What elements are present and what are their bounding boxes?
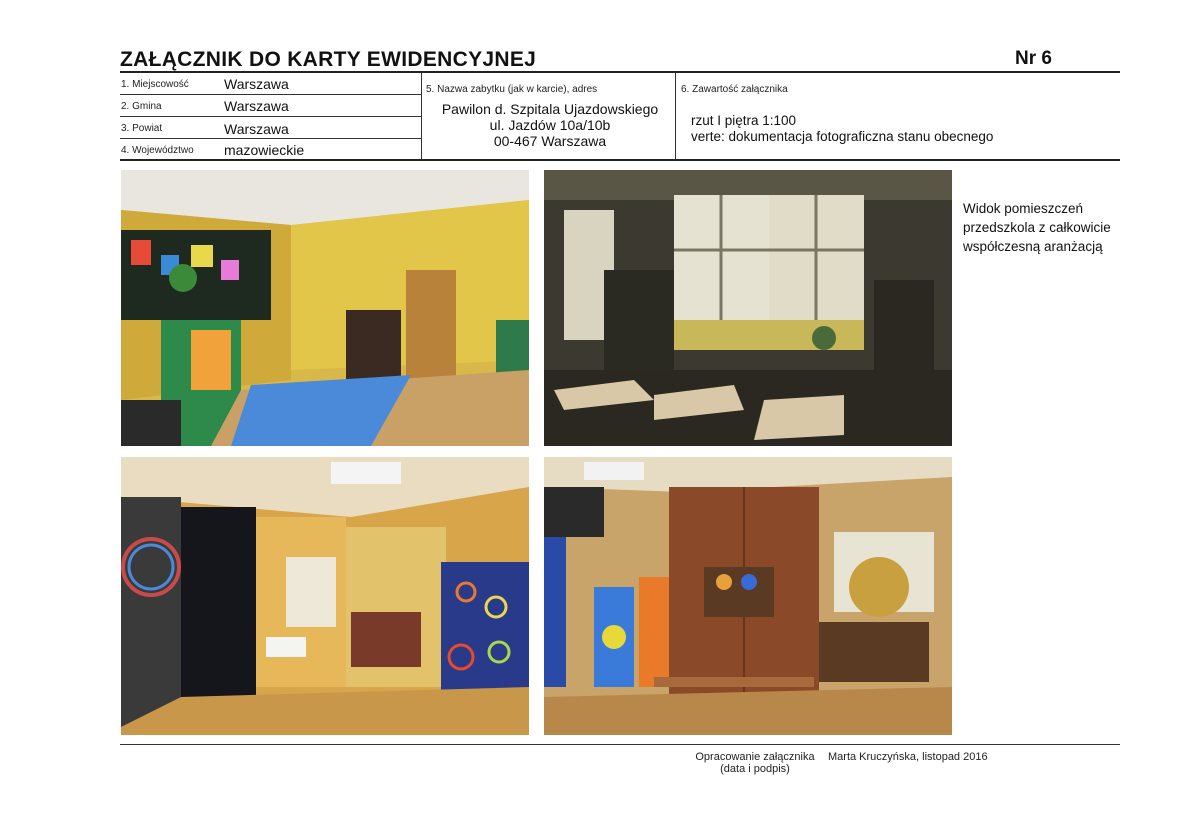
column-divider-2: [675, 72, 676, 160]
footer-author: Marta Kruczyńska, listopad 2016: [828, 751, 988, 763]
row-rule-2: [120, 116, 422, 117]
contents-line-1: rzut I piętra 1:100: [691, 113, 797, 128]
monument-label: 5. Nazwa zabytku (jak w karcie), adres: [426, 84, 598, 95]
column-divider-1: [421, 72, 422, 160]
footer-sublabel: (data i podpis): [720, 763, 790, 775]
field-value-wojewodztwo: mazowieckie: [224, 142, 305, 158]
contents-block: [691, 113, 993, 145]
caption-line-1: Widok pomieszczeń: [963, 201, 1084, 216]
monument-name: Pawilon d. Szpitala Ujazdowskiego: [441, 101, 659, 117]
field-label-powiat: 3. Powiat: [121, 123, 163, 134]
row-rule-1: [120, 94, 422, 95]
field-value-miejscowosc: Warszawa: [224, 76, 289, 92]
monument-postal: 00-467 Warszawa: [493, 133, 607, 149]
field-value-gmina: Warszawa: [224, 98, 289, 114]
row-rule-3: [120, 138, 422, 139]
field-label-wojewodztwo: 4. Województwo: [121, 145, 194, 156]
header-rule: [120, 71, 1120, 73]
footer-rule: [120, 744, 1120, 745]
caption-line-3: współczesną aranżacją: [963, 239, 1103, 254]
photo-classroom-windows: [544, 170, 952, 446]
monument-street: ul. Jazdów 10a/10b: [489, 117, 611, 133]
attachment-number: Nr 6: [1015, 48, 1052, 69]
footer-label: Opracowanie załącznika: [695, 751, 815, 763]
photo-gym-room: [121, 457, 529, 735]
photo-caption: [963, 199, 1133, 256]
document-title: ZAŁĄCZNIK DO KARTY EWIDENCYJNEJ: [120, 48, 537, 71]
contents-label: 6. Zawartość załącznika: [681, 84, 788, 95]
footer-label-block: [695, 751, 815, 775]
field-value-powiat: Warszawa: [224, 121, 289, 137]
photo-storage-room: [544, 457, 952, 735]
table-bottom-rule: [120, 159, 1120, 161]
field-label-gmina: 2. Gmina: [121, 101, 162, 112]
contents-line-2: verte: dokumentacja fotograficzna stanu obecnego: [691, 129, 994, 144]
caption-line-2: przedszkola z całkowicie: [963, 220, 1111, 235]
monument-block: [425, 101, 675, 149]
photo-classroom-carpet: [121, 170, 529, 446]
field-label-miejscowosc: 1. Miejscowość: [121, 79, 189, 90]
